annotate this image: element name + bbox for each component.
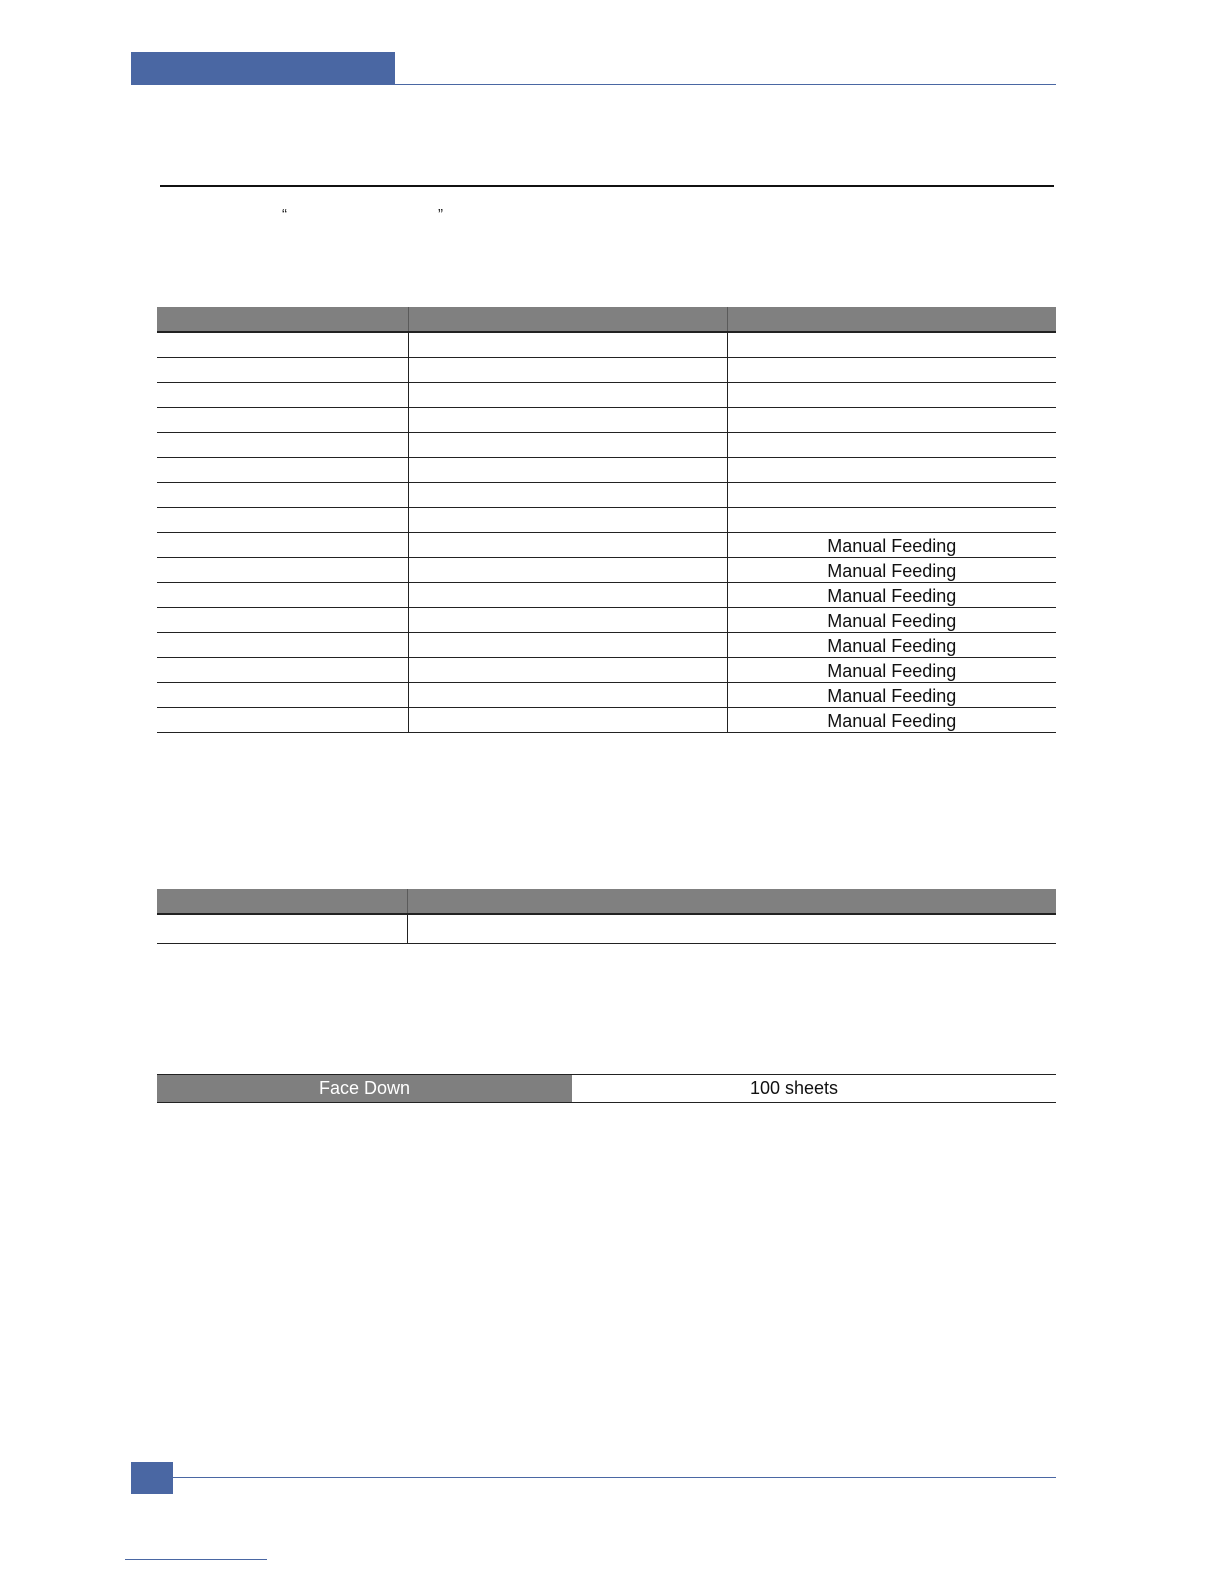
table-header-cell [408, 307, 727, 332]
table-cell [727, 508, 1056, 533]
table-row [157, 658, 1056, 683]
table-cell: Manual Feeding [727, 533, 1056, 558]
second-table [157, 889, 1056, 944]
table-cell: Manual Feeding [727, 558, 1056, 583]
table-cell [727, 408, 1056, 433]
table-cell [408, 658, 727, 683]
table-row [157, 332, 1056, 358]
table-cell [157, 708, 408, 733]
table-cell: Manual Feeding [727, 608, 1056, 633]
table-cell [408, 533, 727, 558]
table-row [157, 458, 1056, 483]
output-value: 100 sheets [749, 1078, 839, 1098]
table-cell [727, 332, 1056, 358]
table-row [157, 433, 1056, 458]
table-row [157, 383, 1056, 408]
table-cell [408, 458, 727, 483]
table-header-row [157, 307, 1056, 332]
table-header-cell [157, 889, 407, 914]
table-cell [407, 914, 1056, 944]
table-cell [157, 483, 408, 508]
table-body [157, 332, 1056, 733]
table-row [157, 558, 1056, 583]
table-row [157, 608, 1056, 633]
table-cell [157, 332, 408, 358]
header-tab [131, 52, 395, 84]
paper-feed-table [157, 307, 1056, 733]
table-cell [408, 608, 727, 633]
section-divider [160, 185, 1054, 187]
table-row [157, 633, 1056, 658]
table-cell [157, 683, 408, 708]
header-rule [131, 84, 1056, 85]
table-cell: Manual Feeding [727, 683, 1056, 708]
table-cell [727, 483, 1056, 508]
table-cell [157, 508, 408, 533]
table-cell [157, 383, 408, 408]
table-cell [408, 408, 727, 433]
table-cell [157, 558, 408, 583]
table-cell [408, 508, 727, 533]
table-cell [727, 383, 1056, 408]
table-cell [157, 658, 408, 683]
table-cell [408, 558, 727, 583]
table-cell [157, 583, 408, 608]
table-cell [408, 383, 727, 408]
table-row [157, 914, 1056, 944]
footer-link-underline [125, 1559, 267, 1560]
footer-page-block [131, 1462, 173, 1494]
open-quote: “ [282, 206, 287, 223]
table-cell [727, 433, 1056, 458]
footer-rule [173, 1477, 1056, 1478]
table-row [157, 683, 1056, 708]
table-cell [157, 433, 408, 458]
table-cell [157, 608, 408, 633]
table-cell [408, 683, 727, 708]
table-cell [727, 358, 1056, 383]
table-header-row [157, 889, 1056, 914]
table-row [157, 508, 1056, 533]
output-label: Face Down [157, 1075, 572, 1102]
close-quote: ” [438, 206, 443, 223]
table-row [157, 583, 1056, 608]
table-cell [157, 533, 408, 558]
table-header-cell [407, 889, 1056, 914]
table-row [157, 533, 1056, 558]
table-cell [408, 358, 727, 383]
table-cell [408, 433, 727, 458]
table-cell: Manual Feeding [727, 708, 1056, 733]
table-cell [727, 458, 1056, 483]
table-header-cell [157, 307, 408, 332]
table-cell [408, 332, 727, 358]
output-capacity-row [157, 1074, 1056, 1103]
table-row [157, 408, 1056, 433]
table-row [157, 358, 1056, 383]
table-cell [408, 633, 727, 658]
table-row [157, 708, 1056, 733]
table-cell [157, 914, 407, 944]
table-cell [157, 633, 408, 658]
table-cell: Manual Feeding [727, 583, 1056, 608]
table-header-cell [727, 307, 1056, 332]
table-row [157, 483, 1056, 508]
table-cell [157, 408, 408, 433]
table-cell: Manual Feeding [727, 633, 1056, 658]
table-cell: Manual Feeding [727, 658, 1056, 683]
table-cell [157, 458, 408, 483]
table-cell [408, 483, 727, 508]
table-cell [408, 583, 727, 608]
table-cell [157, 358, 408, 383]
table-cell [408, 708, 727, 733]
